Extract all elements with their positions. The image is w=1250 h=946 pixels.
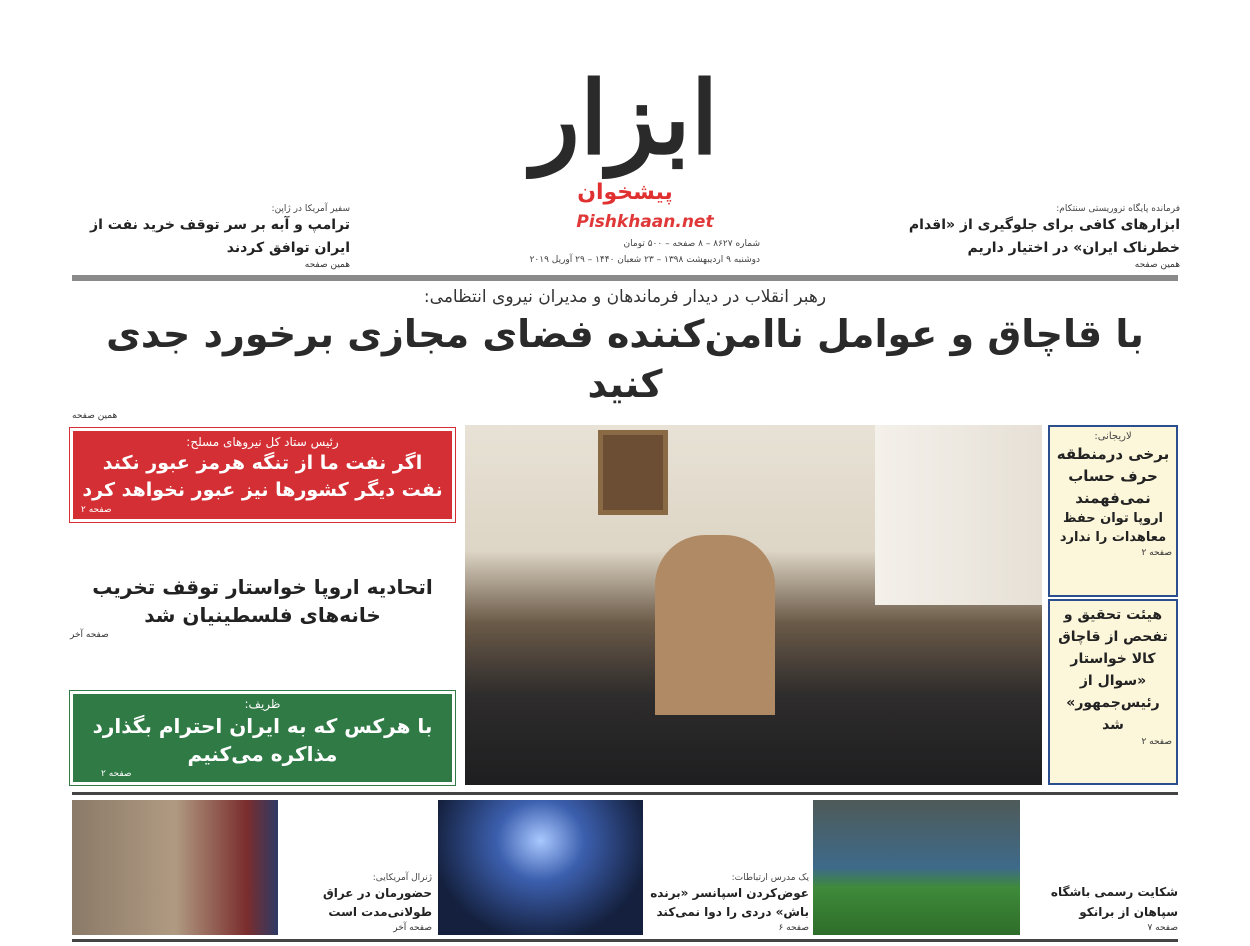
page-ref: همین صفحه bbox=[304, 260, 350, 270]
page-ref: صفحه ۷ bbox=[1147, 923, 1178, 933]
side-column bbox=[1048, 425, 1178, 785]
headline: اگر نفت ما از تنگه هرمز عبور نکند نفت دیگر کشورها نیز عبور نخواهد کرد bbox=[82, 452, 443, 501]
subheadline: اروپا توان حفظ معاهدات را ندارد bbox=[1059, 511, 1167, 545]
kicker: رئیس ستاد کل نیروهای مسلح: bbox=[186, 435, 339, 449]
date-line: دوشنبه ۹ اردیبهشت ۱۳۹۸ – ۲۳ شعبان ۱۴۴۰ – ۲۹ آوریل ۲۰۱۹ bbox=[529, 255, 760, 265]
bottom-photo-3 bbox=[813, 800, 1020, 935]
headline: عوض‌کردن اسپانسر «برنده باش» دردی را دوا نمی‌کند bbox=[650, 886, 809, 919]
page-ref: صفحه ۲ bbox=[101, 769, 132, 779]
issue-line: شماره ۸۶۲۷ – ۸ صفحه – ۵۰۰ تومان bbox=[623, 239, 760, 249]
bottom-story-1[interactable] bbox=[282, 872, 432, 934]
middle-story[interactable] bbox=[70, 573, 455, 641]
headline: ابزارهای کافی برای جلوگیری از «اقدام خطرناک ایران» در اختیار داریم bbox=[908, 217, 1180, 256]
window bbox=[875, 425, 1042, 605]
page-ref: صفحه ۲ bbox=[1141, 736, 1172, 747]
top-rule bbox=[72, 275, 1178, 281]
page-ref: صفحه ۶ bbox=[778, 923, 809, 933]
lead-kicker: رهبر انقلاب در دیدار فرماندهان و مدیران نیروی انتظامی: bbox=[423, 287, 827, 307]
left-column bbox=[70, 428, 455, 785]
lead-page-ref: همین صفحه bbox=[72, 411, 118, 421]
headline: اتحادیه اروپا خواستار توقف تخریب خانه‌های فلسطینیان شد bbox=[92, 574, 433, 627]
kicker: ژنرال آمریکایی: bbox=[372, 873, 432, 883]
headline: هیئت تحقیق و تفحص از قاچاق کالا خواستار «سوال از رئیس‌جمهور» شد bbox=[1058, 606, 1168, 733]
kicker: ظریف: bbox=[244, 697, 281, 711]
lead-photo bbox=[465, 425, 1042, 785]
headline: شکایت رسمی باشگاه سپاهان از برانکو bbox=[1050, 885, 1178, 919]
red-box-story[interactable] bbox=[70, 428, 455, 522]
watermark-en: Pishkhaan.net bbox=[576, 212, 714, 232]
headline: با هرکس که به ایران احترام بگذارد مذاکره می‌کنیم bbox=[92, 714, 433, 766]
headline: ترامپ و آبه بر سر توقف خرید نفت از ایران توافق کردند bbox=[90, 217, 350, 256]
page-ref: صفحه آخر bbox=[70, 629, 109, 640]
bottom-rule bbox=[72, 939, 1178, 942]
bottom-story-3[interactable] bbox=[1024, 882, 1178, 934]
kicker: سفیر آمریکا در ژاپن: bbox=[271, 204, 350, 214]
masthead-logo: ابزار bbox=[531, 59, 719, 177]
page-ref: صفحه ۲ bbox=[81, 505, 112, 515]
headline: برخی درمنطقه حرف حساب نمی‌فهمند bbox=[1056, 445, 1170, 507]
lead-headline: با قاچاق و عوامل ناامن‌کننده فضای مجازی برخورد جدی کنید bbox=[106, 312, 1144, 406]
bottom-story-2[interactable] bbox=[647, 872, 809, 934]
kicker: لاریجانی: bbox=[1094, 431, 1132, 442]
lead-story[interactable] bbox=[72, 285, 1178, 423]
top-right-story[interactable] bbox=[900, 204, 1180, 270]
page-ref: صفحه آخر bbox=[393, 923, 432, 933]
divider bbox=[72, 792, 1178, 795]
watermark-fa: پیشخوان bbox=[577, 180, 673, 205]
kicker: فرمانده پایگاه تروریستی سنتکام: bbox=[1056, 204, 1180, 214]
page-ref: صفحه ۲ bbox=[1141, 548, 1172, 558]
side-story-1[interactable] bbox=[1048, 425, 1178, 597]
speaker-figure bbox=[655, 535, 775, 715]
bottom-photo-1 bbox=[72, 800, 278, 935]
portrait-frame bbox=[598, 430, 668, 515]
page-ref: همین صفحه bbox=[1134, 260, 1180, 270]
side-story-2[interactable] bbox=[1048, 599, 1178, 786]
kicker: یک مدرس ارتباطات: bbox=[731, 873, 809, 883]
top-left-story[interactable] bbox=[70, 204, 350, 270]
bottom-photo-2 bbox=[438, 800, 643, 935]
green-box-story[interactable] bbox=[70, 691, 455, 785]
headline: حضورمان در عراق طولانی‌مدت است bbox=[322, 886, 432, 919]
